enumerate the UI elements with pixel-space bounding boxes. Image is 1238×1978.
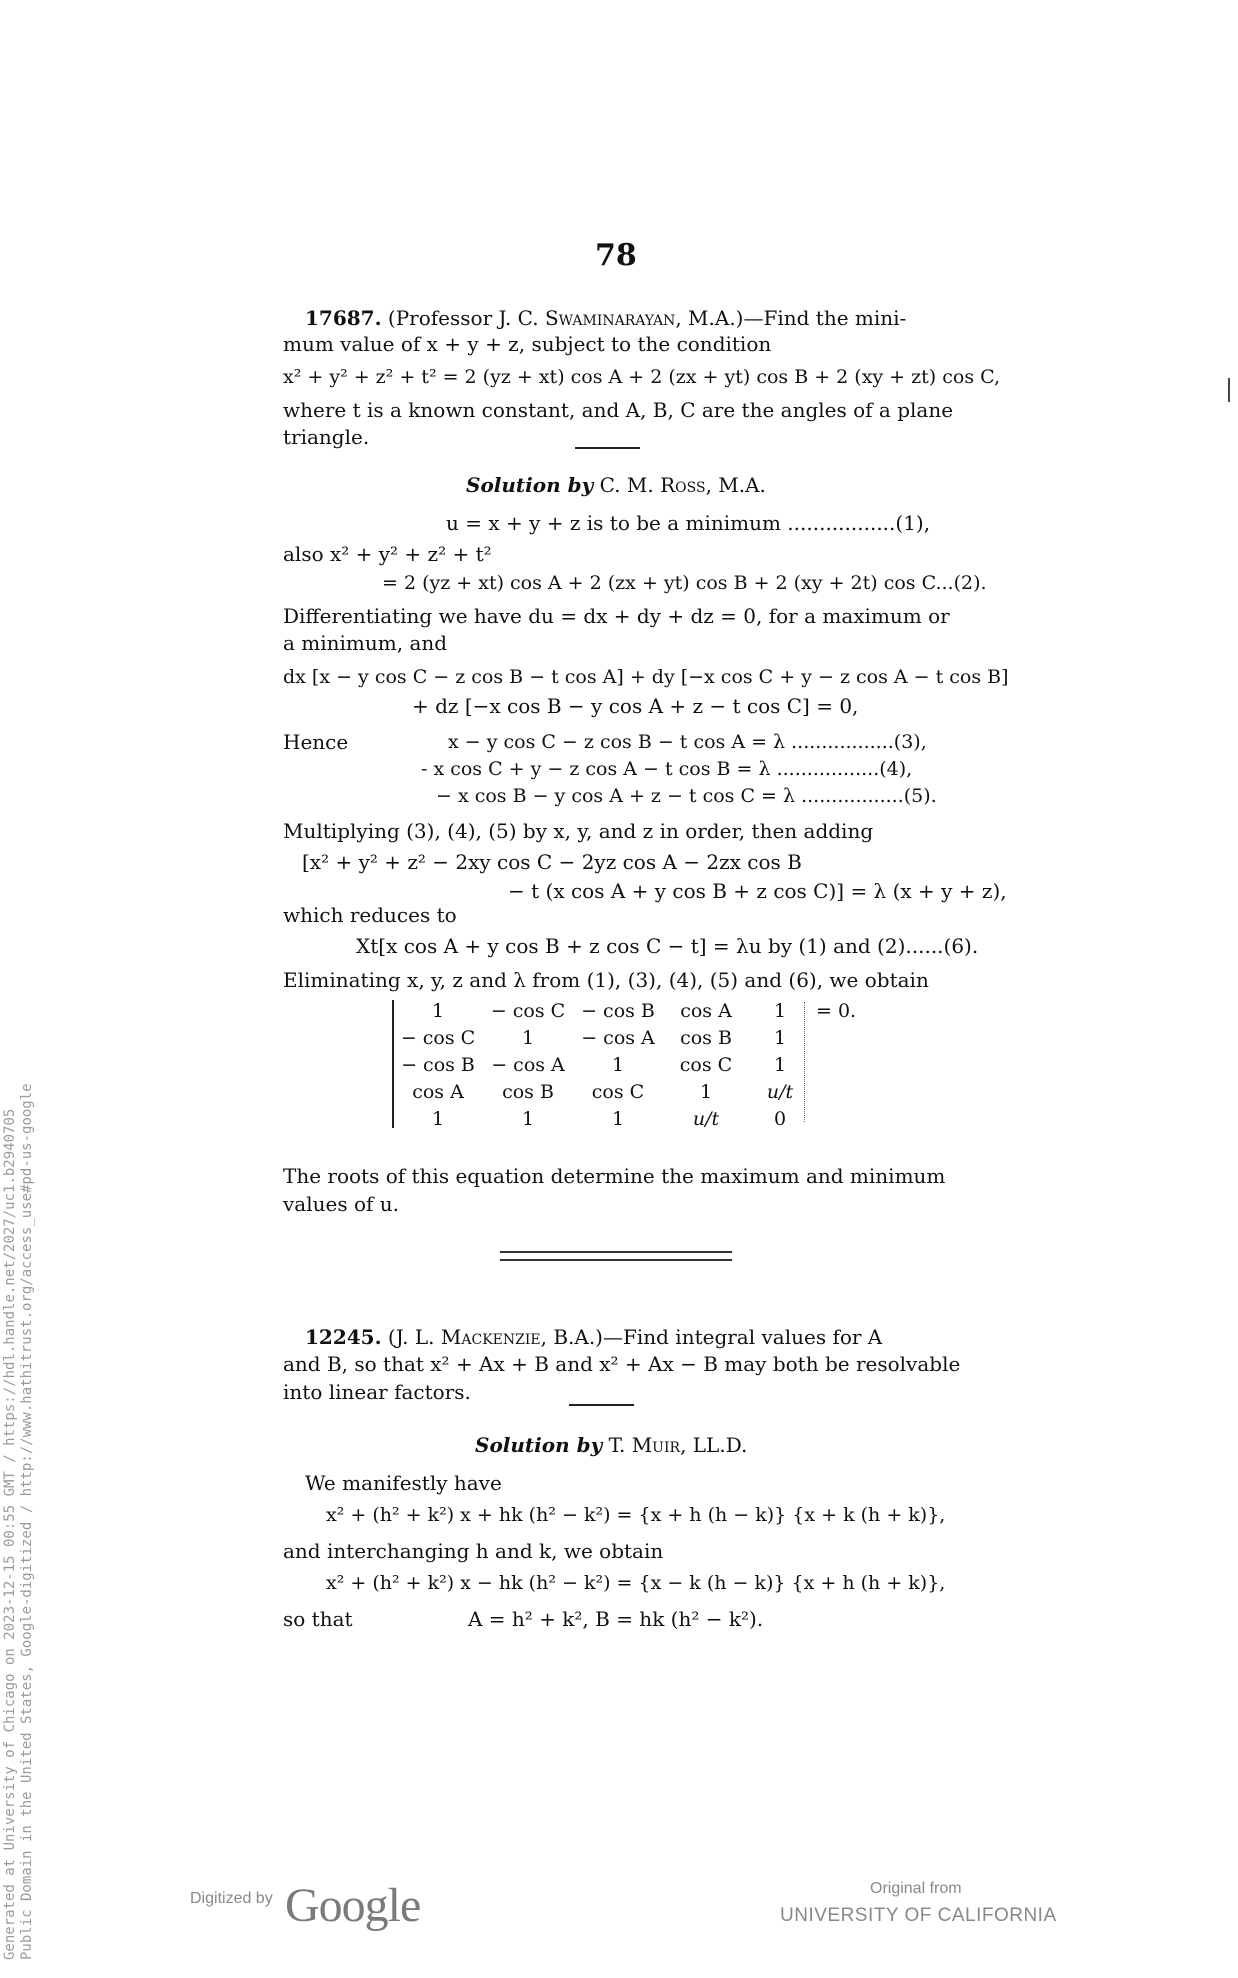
author-name: Mackenzie [440,1325,541,1349]
solution-author: T. [608,1433,626,1457]
det-cell: 1 [431,1108,445,1130]
author-open: (Professor J. C. [387,306,539,330]
det-cell: u/t [692,1108,720,1130]
question-number: 17687. [305,306,382,330]
google-logo: Google [285,1879,421,1932]
det-cell: u/t [766,1081,794,1103]
solution-label: Solution by [466,473,594,497]
det-cell: 1 [773,1000,787,1022]
det-cell: cos B [680,1027,732,1049]
eq-3: x − y cos C − z cos B − t cos A = λ .................(3), [448,731,927,753]
solution-degree: , M.A. [705,473,766,497]
question-line4: where t is a known constant, and A, B, C are the angles of a plane [283,398,954,422]
det-cell: 1 [521,1027,535,1049]
question-equation: x² + y² + z² + t² = 2 (yz + xt) cos A + 2 (zx + yt) cos B + 2 (xy + zt) cos C, [283,366,1001,388]
margin-mark [1228,378,1230,402]
question-line5: triangle. [283,425,370,449]
side-stamp [2,960,36,1960]
det-cell: cos B [502,1081,554,1103]
det-cell: cos C [591,1081,645,1103]
roots-line2: values of u. [283,1192,399,1216]
identity-2: x² + (h² + k²) x − hk (h² − k²) = {x − k (h − k)} {x + h (h + k)}, [326,1572,946,1594]
eliminating-line: Eliminating x, y, z and λ from (1), (3), (4), (5) and (6), we obtain [283,968,929,992]
also-line: also x² + y² + z² + t² [283,542,492,566]
eq-2: = 2 (yz + xt) cos A + 2 (zx + yt) cos B + 2 (xy + 2t) cos C...(2). [382,572,987,594]
question2-line3: into linear factors. [283,1380,471,1404]
det-cell: cos A [412,1081,464,1103]
university-label: UNIVERSITY OF CALIFORNIA [780,1905,1057,1926]
so-that-label: so that [283,1607,353,1631]
solution-label: Solution by [475,1433,603,1457]
multiplying-line: Multiplying (3), (4), (5) by x, y, and z in order, then adding [283,819,874,843]
det-cell: cos A [680,1000,732,1022]
solution-degree: , LL.D. [680,1433,748,1457]
dx-line: dx [x − y cos C − z cos B − t cos A] + dy [−x cos C + y − z cos A − t cos B] [283,666,1009,688]
diff-line2: a minimum, and [283,631,448,655]
det-cell: 1 [773,1054,787,1076]
solution2-heading [475,1432,747,1458]
det-cell: 1 [611,1108,625,1130]
reduces-line: which reduces to [283,903,457,927]
question-line2: mum value of x + y + z, subject to the condition [283,332,772,356]
det-equals: = 0. [816,1000,857,1022]
result-line: A = h² + k², B = hk (h² − k²). [468,1607,764,1631]
det-cell: − cos B [401,1054,475,1076]
diff-line: Differentiating we have du = dx + dy + dz = 0, for a maximum or [283,604,950,628]
det-cell: 1 [699,1081,713,1103]
det-cell: − cos C [400,1027,476,1049]
author-name: Swaminarayan [544,306,676,330]
eq-6: Xt[x cos A + y cos B + z cos C − t] = λu by (1) and (2)......(6). [356,934,979,958]
expansion-line2: − t (x cos A + y cos B + z cos C)] = λ (x + y + z), [508,879,1007,903]
author-open: (J. L. [387,1325,435,1349]
question-17687-line1 [305,305,906,331]
hence-label: Hence [283,730,349,754]
solution-author: C. M. [599,473,654,497]
eq-1: u = x + y + z is to be a minimum .................(1), [446,511,931,535]
eq-4: - x cos C + y − z cos A − t cos B = λ .................(4), [421,758,913,780]
manifestly-line: We manifestly have [305,1471,502,1495]
det-cell: − cos A [581,1027,655,1049]
original-from-label: Original from [870,1880,962,1897]
question-number: 12245. [305,1325,382,1349]
question2-line2: and B, so that x² + Ax + B and x² + Ax − B may both be resolvable [283,1352,961,1376]
solution-heading [466,472,766,498]
det-cell: cos C [679,1054,733,1076]
det-cell: − cos B [581,1000,655,1022]
roots-line1: The roots of this equation determine the maximum and minimum [283,1164,946,1188]
det-cell: 1 [521,1108,535,1130]
solution-author-name: Ross [660,473,706,497]
side-stamp-line2: Public Domain in the United States, Google-digitized / http://www.hathitrust.org/access_use#pd-us-google [19,1083,35,1960]
page-number: 78 [595,238,637,273]
interchanging-line: and interchanging h and k, we obtain [283,1539,664,1563]
author-close: , M.A.)—Find the mini- [675,306,907,330]
identity-1: x² + (h² + k²) x + hk (h² − k²) = {x + h (h − k)} {x + k (h + k)}, [326,1504,946,1526]
det-cell: 1 [611,1054,625,1076]
det-cell: 0 [773,1108,787,1130]
det-cell: − cos C [490,1000,566,1022]
section-separator [500,1251,732,1261]
dz-line: + dz [−x cos B − y cos A + z − t cos C] = 0, [412,694,859,718]
expansion-line1: [x² + y² + z² − 2xy cos C − 2yz cos A − 2zx cos B [302,850,802,874]
determinant [392,1000,857,1130]
short-rule [569,1404,634,1406]
solution-author-name: Muir [631,1433,681,1457]
side-stamp-line1: Generated at University of Chicago on 2023-12-15 00:55 GMT / https://hdl.handle.net/2027/uc1.b2940705 [2,1108,18,1960]
question-12245-line1 [305,1324,882,1350]
digitized-by-label: Digitized by [190,1890,273,1907]
det-cell: 1 [773,1027,787,1049]
eq-5: − x cos B − y cos A + z − t cos C = λ .................(5). [436,785,937,807]
det-cell: 1 [431,1000,445,1022]
det-cell: − cos A [491,1054,565,1076]
short-rule [575,447,640,449]
author-close: , B.A.)—Find integral values for A [540,1325,883,1349]
